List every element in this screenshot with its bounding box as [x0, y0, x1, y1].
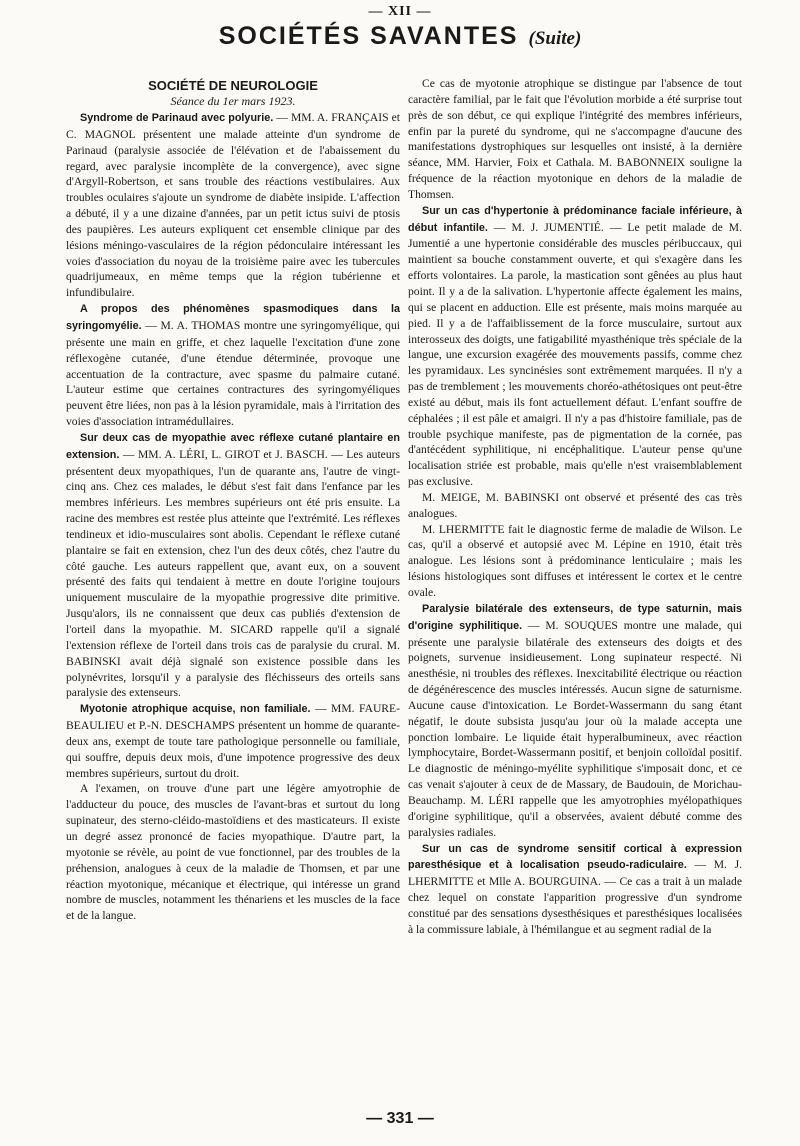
article-text: Ce cas de myotonie atrophique se distingue par l'absence de tout caractère familial, par le fait que l'évolution morbide a été surprise tout près de son début, ce qui explique l'intégrité des membres inférieurs, enfin par la pureté du syndrome, qui ne s'accompagne d'aucune des manifestations dystrophiques sur lesquelles ont insisté, à la dernière séance, MM. Harvier, Foix et Cathala. M. BABONNEIX souligne la fréquence de la réaction myotonique en dehors de la maladie de Thomsen. [408, 77, 742, 201]
article-text: — M. A. THOMAS montre une syringomyélique, qui présente une main en griffe, et chez laquelle l'excitation d'une zone réflexogène cutanée, d'une étendue déterminée, provoque une accentuation de la contracture, avec spasme du palmaire cutané. L'auteur estime que certaines contractures des syringomyéliques peuvent être liées, non pas à la lésion pyramidale, mais à l'irritation des voies d'association intramédullaires. [66, 318, 400, 429]
article-title: Syndrome de Parinaud avec polyurie. [80, 112, 274, 124]
section-title: SOCIÉTÉS SAVANTES [218, 22, 519, 50]
article-paragraph [408, 522, 742, 601]
society-name: SOCIÉTÉ DE NEUROLOGIE [148, 78, 318, 93]
article-text: — M. J. LHERMITTE et Mlle A. BOURGUINA. — Ce cas a trait à un malade chez lequel on constate l'apparition progressive d'un syndrome constitué par des sensations dysesthésiques et paresthésiques localisées à la commissure labiale, à l'hémilangue et au segment radial de la [408, 858, 742, 936]
session-date: Séance du 1er mars 1923. [170, 94, 296, 108]
article-paragraph [66, 110, 400, 301]
article-paragraph [408, 601, 742, 841]
article-paragraph [66, 701, 400, 781]
article-title: Sur un cas de syndrome sensitif cortical à expression paresthésique et à localisation pseudo-radiculaire. [408, 842, 742, 872]
article-paragraph [408, 76, 742, 203]
article-text: M. MEIGE, M. BABINSKI ont observé et présenté des cas très analogues. [408, 490, 742, 520]
article-title: Sur un cas d'hypertonie à prédominance faciale inférieure, à début infantile. [408, 204, 742, 234]
article-text: M. LHERMITTE fait le diagnostic ferme de maladie de Wilson. Le cas, qu'il a observé et autopsié avec M. Lépine en 1910, était très analogue. Les lésions sont à prédominance lenticulaire ; mais les lésions histologiques sont diffuses et intéressent le cortex et le centre ovale. [408, 522, 742, 599]
section-suite: (Suite) [528, 28, 582, 49]
text-columns [66, 76, 742, 1100]
article-text: — M. J. JUMENTIÉ. — Le petit malade de M. Jumentié a une hypertonie considérable des muscles péribuccaux, qui maintient sa bouche constamment ouverte, et qui s'exagère dans les efforts volontaires. La parole, la mastication sont gênées au plus haut point. Il y a de la salivation. L'hypertonie affecte également les mains, qui se placent en adduction. Elle est présente, mais moins marquée au pied. Il y a de l'affaiblissement de la force musculaire, surtout aux interosseux des doigts, une fatigabilité myasthénique très spéciale de la langue, une excursion exagérée des mouvements passifs, comme chez les pyramidaux. Les syncinésies sont extrêmement marquées. Il n'y a pas de tremblement ; les mouvements choréo-athétosiques ont peut-être existé au début, mais ils font actuellement défaut. L'enfant souffre de céphalées ; il est pâle et amaigri. Il n'y a pas d'histoire familiale, pas de trouble psychique manifeste, pas de pigmentation de la cornée, pas d'antécédent syphilitique, ni encéphalitique. L'auteur pense qu'une localisation striée est probable, mais qu'elle n'est vraisemblablement pas exclusive. [408, 220, 742, 489]
article-text: — M. SOUQUES montre une malade, qui présente une paralysie bilatérale des extenseurs des doigts et des poignets, survenue insidieusement. Long supinateur respecté. Ni anesthésie, ni troubles des réflexes. Inexcitabilité électrique ou réaction de dégénérescence des muscles intéressés. Aucun signe de saturnisme. Aucune cause d'intoxication. Le Bordet-Wassermann du sang étant négatif, le doute subsista jusqu'au jour où la malade accepta une ponction lombaire. Le liquide était hyperalbumineux, avec réaction lymphocytaire, Bordet-Wassermann positif, et benjoin colloïdal positif. Le diagnostic de méningo-myélite syphilitique s'imposait donc, et ce cas venait s'ajouter à ceux de de Massary, de Baudouin, de Morichau-Beauchamp. M. LÉRI rappelle que les amyotrophies myélopathiques d'origine syphilitique, qu'il a observées, avaient débuté comme des paralysies radiales. [408, 618, 742, 839]
article-text: — MM. A. FRANÇAIS et C. MAGNOL présentent une malade atteinte d'un syndrome de Parinaud (paralysie associée de l'élévation et de l'abaissement du regard, avec paralysie incomplète de la convergence), avec signe d'Argyll-Robertson, et sans trouble des réactions vestibulaires. Aux troubles oculaires s'ajoute un syndrome de diabète insipide. L'affection a débuté, il y a une dizaine d'années, par un petit ictus suivi de ptosis des paupières. Les auteurs expliquent cet ensemble clinique par des lésions méningo-vasculaires de la région pédonculaire intéressant les voies d'association du noyau de la troisième paire avec les tubercules quadrijumeaux, en même temps que la région tubérienne et infundibulaire. [66, 111, 400, 300]
article-paragraph [66, 781, 400, 924]
article-title: A propos des phénomènes spasmodiques dans la syringomyélie. [66, 303, 400, 332]
page-number: — 331 — [366, 1110, 434, 1127]
article-paragraph [66, 430, 400, 701]
article-text: — MM. FAURE-BEAULIEU et P.-N. DESCHAMPS présentent un homme de quarante-deux ans, exempt de toute tare pathologique personnelle ou familiale, qui souffre, depuis deux mois, d'une impotence progressive des deux membres supérieurs, surtout du droit. [66, 702, 400, 780]
article-paragraph [408, 203, 742, 490]
article-text: — MM. A. LÉRI, L. GIROT et J. BASCH. — Les auteurs présentent deux myopathiques, l'un de quarante ans, l'autre de vingt-cinq ans. Chez ces malades, le début s'est fait dans l'enfance par les membres inférieurs. Les membres supérieurs ont été pris ensuite. La racine des membres est restée plus atteinte que l'extrémité. Les réflexes tendineux et idio-musculaires sont abolis. Cependant le réflexe cutané plantaire se fait en extension, chez l'un des deux côtés, chez l'autre du côté gauche. Les auteurs rappellent que, avant eux, on a souvent présenté des faits qui tendaient à mettre en doute l'origine toujours uniquement musculaire de la myopathie progressive dite primitive. Jusqu'alors, ils ne connaissent que deux cas publiés d'extension de l'orteil dans la myopathie. M. SICARD rappelle qu'il a signalé l'extension réflexe de l'orteil dans trois cas de paralysie du crural. M. BABINSKI avait déjà signalé son existence possible dans les polynévrites, lorsqu'il y a paralysie des fléchisseurs des orteils sans paralysie des extenseurs. [66, 447, 400, 700]
article-paragraph [408, 490, 742, 522]
left-column [66, 76, 400, 1100]
article-title: Paralysie bilatérale des extenseurs, de type saturnin, mais d'origine syphilitique. [408, 602, 742, 632]
article-title: Myotonie atrophique acquise, non familiale. [80, 703, 311, 716]
roman-folio: — XII — [368, 4, 432, 19]
article-title: Sur deux cas de myopathie avec réflexe cutané plantaire en extension. [66, 431, 400, 461]
article-paragraph [408, 841, 742, 938]
page-heading [0, 22, 800, 51]
right-column [408, 76, 742, 1100]
article-paragraph [66, 301, 400, 430]
article-text: A l'examen, on trouve d'une part une légère amyotrophie de l'adducteur du pouce, des muscles de l'avant-bras et surtout du long supinateur, des sterno-cléido-mastoïdiens et des masticateurs. Il existe un degré assez prononcé de facies myopathique. D'autre part, la myotonie se révèle, au point de vue fonctionnel, par des troubles de la préhension, analogues à ceux de la maladie de Thomsen, et par une réaction myotonique, mécanique et électrique, qui intéresse un grand nombre de muscles, notamment les thénariens et les muscles de la face et de la langue. [66, 782, 400, 923]
